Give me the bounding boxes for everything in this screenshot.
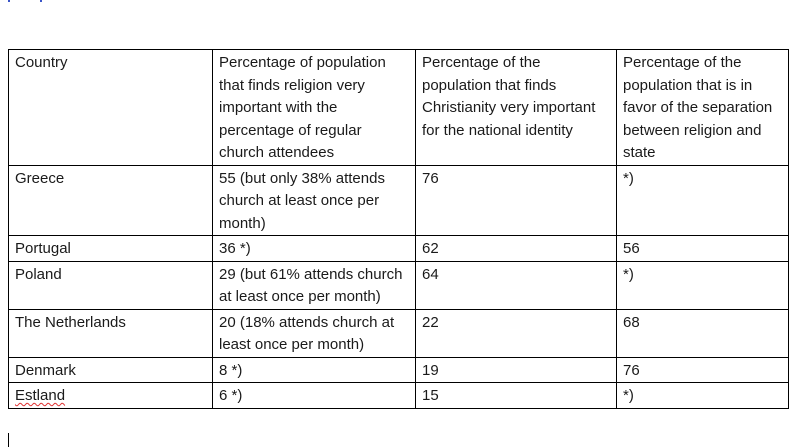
table-cell[interactable]: Denmark — [9, 357, 213, 383]
table-cell[interactable]: 64 — [416, 261, 617, 309]
table-cell[interactable]: 20 (18% attends church at least once per month) — [213, 309, 416, 357]
table-cell[interactable]: 6 *) — [213, 383, 416, 409]
header-cell-separation[interactable]: Percentage of the population that is in favor of the separation between religion and state — [617, 50, 789, 166]
table-cell[interactable]: *) — [617, 261, 789, 309]
table-cell[interactable]: *) — [617, 165, 789, 236]
religion-statistics-table — [8, 49, 789, 409]
header-cell-christianity-identity[interactable]: Percentage of the population that finds Christianity very important for the national identity — [416, 50, 617, 166]
table-cell[interactable]: 62 — [416, 236, 617, 262]
table-cell[interactable]: *) — [617, 383, 789, 409]
table-header-row — [9, 50, 789, 166]
table-cell[interactable]: 55 (but only 38% attends church at least once per month) — [213, 165, 416, 236]
table-row — [9, 357, 789, 383]
table-row — [9, 165, 789, 236]
table-row — [9, 309, 789, 357]
table-cell[interactable]: 22 — [416, 309, 617, 357]
table-cell[interactable]: 29 (but 61% attends church at least once per month) — [213, 261, 416, 309]
table-cell[interactable]: Greece — [9, 165, 213, 236]
misspelled-word[interactable]: Estland — [15, 387, 66, 404]
table-cell[interactable]: 56 — [617, 236, 789, 262]
corner-mark — [40, 0, 42, 2]
corner-mark — [8, 0, 10, 2]
table-cell[interactable]: 68 — [617, 309, 789, 357]
table-row — [9, 261, 789, 309]
header-cell-country[interactable]: Country — [9, 50, 213, 166]
table-row — [9, 383, 789, 409]
table-cell[interactable]: 19 — [416, 357, 617, 383]
table-cell[interactable]: The Netherlands — [9, 309, 213, 357]
table-cell[interactable]: 8 *) — [213, 357, 416, 383]
table-cell[interactable]: Portugal — [9, 236, 213, 262]
header-cell-religion-importance[interactable]: Percentage of population that finds religion very important with the percentage of regular church attendees — [213, 50, 416, 166]
table-cell[interactable]: 36 *) — [213, 236, 416, 262]
table-cell[interactable] — [9, 383, 213, 409]
table-cell[interactable]: 76 — [416, 165, 617, 236]
table-cell[interactable]: 15 — [416, 383, 617, 409]
table-cell[interactable]: 76 — [617, 357, 789, 383]
text-cursor — [8, 433, 9, 447]
table-cell[interactable]: Poland — [9, 261, 213, 309]
table-row — [9, 236, 789, 262]
